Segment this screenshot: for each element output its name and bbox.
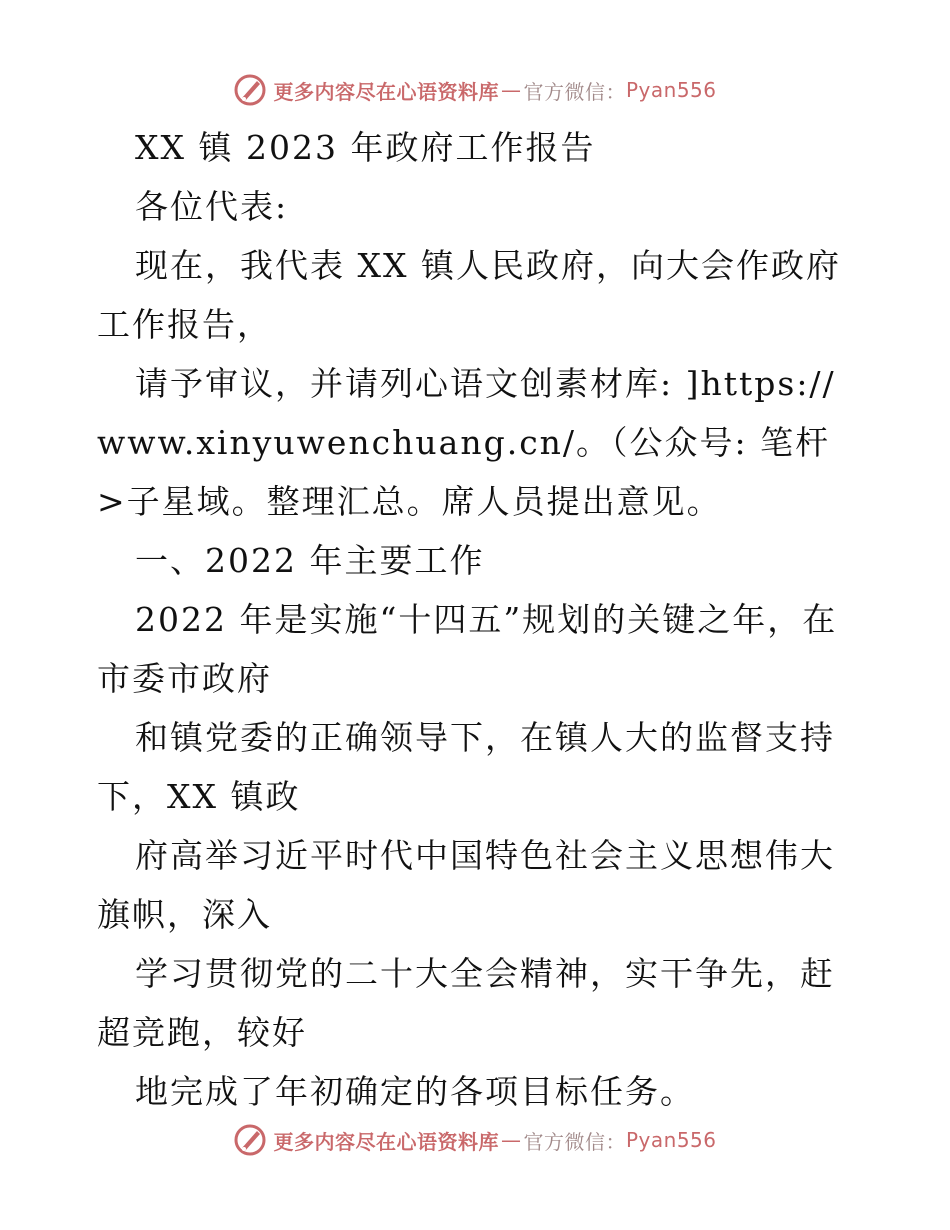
paragraph: 2022 年是实施“十四五”规划的关键之年，在市委市政府 [97,600,838,698]
paragraph: 府高举习近平时代中国特色社会主义思想伟大旗帜，深入 [97,836,835,934]
footer-watermark [0,1120,950,1160]
watermark-side-text: 官方微信： [523,79,626,104]
watermark-side-text: 官方微信： [523,1129,626,1154]
watermark-separator: — [500,78,522,102]
document-body [97,118,857,1121]
paragraph: 请予审议，并请列心语文创素材库: ]https://www.xinyuwenchuang.cn/。（公众号: 笔杆>子星域。整理汇总。席人员提出意见。 [97,364,836,521]
pen-logo-icon [233,1123,267,1157]
watermark-wechat-id: Pyan556 [625,78,717,102]
watermark-separator: — [500,1128,522,1152]
section-heading: 一、2022 年主要工作 [135,541,485,580]
paragraph: 现在，我代表 XX 镇人民政府，向大会作政府工作报告， [97,246,841,344]
salutation: 各位代表: [135,187,289,226]
paragraph: 地完成了年初确定的各项目标任务。 [135,1072,695,1111]
watermark-main-text: 更多内容尽在心语资料库 [273,1129,499,1154]
paragraph: 学习贯彻党的二十大全会精神，实干争先，赶超竞跑，较好 [97,954,835,1052]
paragraph: 和镇党委的正确领导下，在镇人大的监督支持下，XX 镇政 [97,718,835,816]
pen-logo-icon [233,73,267,107]
watermark-main-text: 更多内容尽在心语资料库 [273,79,499,104]
header-watermark [0,70,950,110]
watermark-wechat-id: Pyan556 [625,1128,717,1152]
document-title: XX 镇 2023 年政府工作报告 [135,128,596,167]
